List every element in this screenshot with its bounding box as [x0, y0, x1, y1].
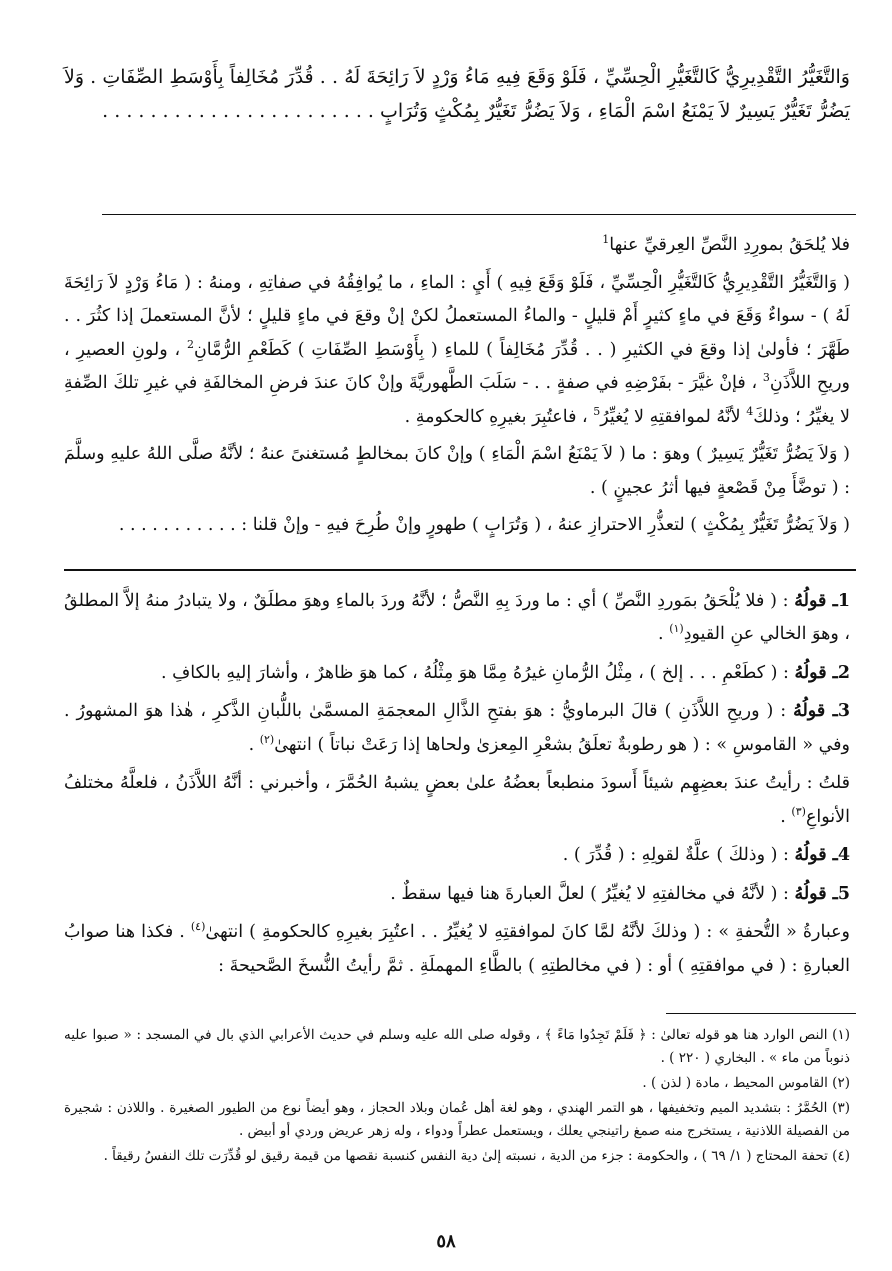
entry-text: . فكذا هنا صوابُ العبارةِ : ( في موافقتِهِ ) أو : ( في مخالطتِهِ ) بالطَّاءِ المهملَةِ . ثمَّ رأيتُ النُّسخَ الصَّحيحةَ : [64, 922, 850, 976]
footnote-1: (١) النص الوارد هنا هو قوله تعالىٰ : ﴿ فَلَمْ تَجِدُوا مَاءً ﴾ ، وقوله صلى الله عليه وسلم في حديث الأعرابي الذي بال في المسجد : « صبوا عليه ذنوباً من ماء » . البخاري ( ٢٢٠ ) . [64, 1027, 850, 1066]
entry-text: . [780, 806, 792, 827]
sharh-paragraph-1 [64, 229, 850, 263]
page-number: ٥٨ [436, 1231, 456, 1252]
ref-marker: 3 [762, 371, 770, 385]
sharh-text: ، فاعتُبِرَ بغيرِهِ كالحكومةِ . [404, 406, 594, 427]
hashiya-entry [64, 585, 850, 652]
entry-text: : ( وذلكَ ) علَّةٌ لقولِهِ : ( قُدِّرَ ) . [562, 845, 795, 865]
sharh-section [64, 229, 850, 543]
footnote-ref: (٢) [259, 732, 275, 746]
entry-label: 4ـ قولُهُ [794, 845, 850, 865]
entry-text: قلتُ : رأيتُ عندَ بعضِهِم شيئاً أَسودَ منطبعاً بعضُهُ علىٰ بعضٍ يشبهُ الحُمَّرَ ، وأخبرني : أنَّهُ اللاَّذَنُ ، فلعلَّهُ مختلفُ الأنواعِ [64, 773, 850, 827]
footnote-4: (٤) تحفة المحتاج ( ١/ ٦٩ ) ، والحكومة : جزء من الدية ، نسبته إلىٰ دية النفس كنسبة نقصها من قيمة رقيق لو قُدِّرَت تلك النفسُ رقيقاً . [103, 1148, 850, 1164]
sharh-text: ، فإنْ غيَّرَ - بفَرْضِهِ في صفةٍ . . - سَلَبَ الطَّهوريَّةَ وإنْ كانَ عندَ فرضِ المخالفَةِ في غيرِ تلكَ الصِّفةِ لا يغيِّرُ ؛ وذلكَ [64, 373, 850, 427]
hashiya-entry [64, 767, 850, 834]
sharh-paragraph-2 [64, 267, 850, 435]
hashiya-entry [64, 695, 850, 762]
footnote-ref: (١) [669, 622, 684, 636]
matn-separator [102, 214, 856, 215]
entry-label: 2ـ قولُهُ [794, 662, 850, 683]
hashiya-entry [64, 916, 850, 983]
entry-text: : ( كطَعْمِ . . . إلخ ) ، مِثْلُ الرُّمانِ غيرُهُ مِمَّا هوَ مِثْلُهُ ، كما هوَ ظاهرٌ ، وأشارَ إليهِ بالكافِ . [160, 662, 795, 683]
footnote-2: (٢) القاموس المحيط ، مادة ( لذن ) . [642, 1075, 850, 1091]
sharh-text: ( وَالتَّغَيُّرُ التَّقْدِيرِيُّ كَالتَّغَيُّرِ الْحِسِّيِّ ، فَلَوْ وَقَعَ فِيهِ ) أَيِ : الماءِ ، ما يُوافِقُهُ في صفاتِهِ ، ومنهُ : ( مَاءُ وَرْدٍ لاَ رَائِحَةَ لَهُ ) - سواءٌ وَقَعَ في ماءٍ كثيرٍ أَمْ قليلٍ - والماءُ المستعملُ لكنْ إنْ وقعَ في ماءٍ قليلٍ ؛ لأنَّ المستعملَ إذا كثُرَ . . طَهَّرَ ؛ فأولىٰ إذا وقعَ في الكثيرِ ( . . قُدِّرَ مُخَالِفاً ) للماءِ ( بِأَوْسَطِ الصِّفَاتِ ) كَطَعْمِ الرُّمَّانِ [64, 272, 851, 360]
sharh-paragraph-3: ( وَلاَ يَضُرُّ تَغَيُّرٌ يَسِيرٌ ) وهوَ : ما ( لاَ يَمْنَعُ اسْمَ الْمَاءِ ) وإنْ كانَ بمخالطٍ مُستغنىً عنهُ ؛ لأنَّهُ صلَّى اللهُ عليهِ وسلَّمَ : ( توضَّأَ مِنْ قَصْعةٍ فيها أثرُ عجينٍ ) . [64, 444, 850, 498]
ref-marker: 5 [593, 404, 601, 418]
footnote-3: (٣) الحُمَّرُ : بتشديد الميم وتخفيفها ، هو التمر الهندي ، وهو لغة أهل عُمان وبلاد الحجاز ، وهو أيضاً نوع من الطيور الصغيرة . واللاذن : شجيرة من الفصيلة اللاذنية ، يستخرج منه صمغ راتينجي يعلك ، ويستعمل عطراً ودواء ، وله زهر عريض وردي أو أبيض . [64, 1100, 850, 1139]
footnote-ref: (٤) [190, 920, 206, 934]
ref-marker: 2 [186, 337, 194, 351]
page-content [64, 60, 850, 1170]
sharh-text: ، ولونِ العصيرِ ، وريحِ اللاَّذَنِ [64, 339, 850, 393]
sharh-paragraph-4: ( وَلاَ يَضُرُّ تَغَيُّرٌ بِمُكْثٍ ) لتعذُّرِ الاحترازِ عنهُ ، ( وَتُرَابٍ ) طهورٍ وإنْ طُرِحَ فيهِ - وإنْ قلنا : . . . . . . . . . . . [118, 515, 850, 535]
ref-marker: 1 [602, 233, 610, 247]
entry-text: . [248, 734, 260, 755]
entry-text: : ( وريحِ اللاَّذَنِ ) قالَ البرماويُّ : هوَ بفتحِ الذَّالِ المعجمَةِ المسمَّىٰ باللُّبانِ الذَّكرِ ، هٰذا هوَ المشهورُ . وفي « القاموسِ » : ( هو رطوبةٌ تعلَقُ بشعْرِ المِعزىٰ ولحاها إذا رَعَتْ نباتاً ) انتهىٰ [64, 701, 850, 755]
hashiya-entry [64, 657, 850, 691]
entry-text: . [658, 624, 670, 644]
sharh-text: فلا يُلحَقُ بمورِدِ النَّصِّ العِرقيِّ عنها [609, 235, 850, 255]
entry-text: : ( لأنَّهُ في مخالفتِهِ لا يُغيِّرُ ) لعلَّ العبارةَ هنا فيها سقطٌ . [390, 883, 795, 904]
hashiya-entry [64, 839, 850, 873]
sharh-separator [64, 569, 856, 571]
entry-label: 1ـ قولُهُ [794, 590, 850, 611]
matn-text: وَالتَّغَيُّرُ التَّقْدِيرِيُّ كَالتَّغَيُّرِ الْحِسِّيِّ ، فَلَوْ وَقَعَ فِيهِ مَاءُ وَرْدٍ لاَ رَائِحَةَ لَهُ . . قُدِّرَ مُخَالِفاً بِأَوْسَطِ الصِّفَاتِ . وَلاَ يَضُرُّ تَغَيُّرٌ يَسِيرٌ لاَ يَمْنَعُ اسْمَ الْمَاءِ ، وَلاَ يَضُرُّ تَغَيُّرٌ بِمُكْثٍ وَتُرَابٍ . . . . . . . . . . . . . . . . . . . . . . . [64, 66, 850, 122]
entry-label: 5ـ قولُهُ [794, 883, 850, 904]
ref-marker: 4 [746, 404, 754, 418]
hashiya-entry [64, 878, 850, 912]
footnotes-section [64, 1024, 850, 1168]
footnote-ref: (٣) [791, 804, 806, 818]
hashiya-section [64, 585, 850, 984]
footnote-separator [666, 1013, 856, 1014]
entry-text: : ( فلا يُلْحَقُ بمَوردِ النَّصِّ ) أي : ما وردَ بِهِ النَّصُّ ؛ لأنَّهُ وردَ بالماءِ وهوَ مطلَقٌ ، ولا يتبادرُ منهُ إلاَّ المطلقُ ، وهوَ الخالي عنِ القيودِ [64, 590, 850, 644]
entry-text: وعبارةُ « التُّحفةِ » : ( وذلكَ لأنَّهُ لمَّا كانَ لموافقتِهِ لا يُغيِّرُ . . اعتُبِرَ بغيرِهِ كالحكومةِ ) انتهىٰ [205, 922, 850, 942]
entry-label: 3ـ قولُهُ [793, 701, 850, 721]
sharh-text: لأنَّهُ لموافقتِهِ لا يُغيِّرُ [600, 406, 747, 427]
